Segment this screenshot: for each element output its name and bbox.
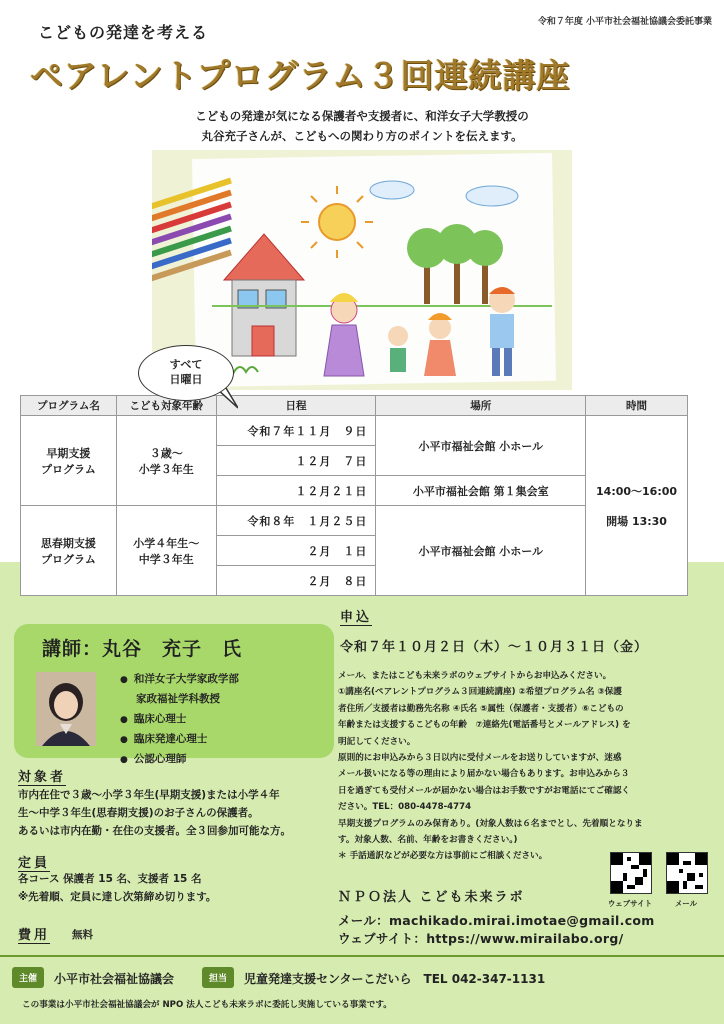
program-cell: 早期支援 プログラム bbox=[21, 416, 117, 506]
age-cell: 小学４年生～ 中学３年生 bbox=[116, 506, 216, 596]
credential-item: 家政福祉学科教授 bbox=[136, 693, 220, 705]
instructor-name: 講師：丸谷 充子 氏 bbox=[42, 638, 243, 660]
header-program: プログラム名 bbox=[21, 396, 117, 416]
sunday-speech-bubble: すべて 日曜日 bbox=[138, 345, 234, 401]
header-date: 日程 bbox=[216, 396, 376, 416]
intro-text: こどもの発達が気になる保護者や支援者に、和洋女子大学教授の 丸谷充子さんが、こどもへの関わり方のポイントを伝えます。 bbox=[195, 109, 529, 143]
npo-mail[interactable]: メール：machikado.mirai.imotae@gmail.com bbox=[338, 913, 655, 928]
npo-name: ＮＰＯ法人 こども未来ラボ bbox=[338, 890, 525, 905]
target-text: 市内在住で３歳～小学３年生(早期支援)または小学４年 生～中学３年生(思春期支援)のお子さんの保護者。 あるいは市内在勤・在住の支援者。全３回参加可能な方。 bbox=[18, 789, 291, 837]
table-header-row bbox=[21, 396, 688, 416]
charge-contact: 児童発達支援センターこだいら TEL 042-347-1131 bbox=[244, 972, 546, 986]
npo-contact bbox=[338, 912, 655, 948]
date-cell: 令和７年１１月 ９日 bbox=[216, 416, 376, 446]
host-tag: 主催 bbox=[12, 967, 44, 988]
date-cell: ２月 １日 bbox=[216, 536, 376, 566]
venue-cell: 小平市福祉会館 第１集会室 bbox=[376, 476, 586, 506]
portrait-icon bbox=[36, 672, 96, 746]
schedule-table bbox=[20, 395, 688, 596]
page-title: ペアレントプログラム３回連続講座 bbox=[30, 56, 571, 95]
venue-cell: 小平市福祉会館 小ホール bbox=[376, 416, 586, 476]
charge-tag: 担当 bbox=[202, 967, 234, 988]
apply-period: 令和７年１０月２日（木）～１０月３１日（金） bbox=[340, 640, 649, 655]
date-cell: １２月２１日 bbox=[216, 476, 376, 506]
header-venue: 場所 bbox=[376, 396, 586, 416]
instructor-photo bbox=[36, 672, 96, 746]
credential-item: ● 公認心理師 bbox=[120, 750, 239, 770]
credential-item: ● 臨床心理士 bbox=[120, 710, 239, 730]
website-qr-icon[interactable] bbox=[610, 852, 652, 894]
fee-value: 無料 bbox=[72, 929, 93, 941]
footer-note: この事業は小平市社会福祉協議会が NPO 法人こども未来ラボに委託し実施している事業です。 bbox=[22, 1000, 392, 1010]
website-qr-label: ウェブサイト bbox=[607, 899, 653, 908]
footer-divider bbox=[0, 955, 724, 957]
fee-heading: 費用 bbox=[18, 928, 51, 943]
program-cell: 思春期支援 プログラム bbox=[21, 506, 117, 596]
capacity-text: 各コース 保護者 15 名、支援者 15 名 ※先着順、定員に達し次第締め切ります。 bbox=[18, 873, 217, 903]
date-cell: １２月 ７日 bbox=[216, 446, 376, 476]
host-name: 小平市社会福祉協議会 bbox=[54, 972, 175, 986]
date-cell: ２月 ８日 bbox=[216, 566, 376, 596]
mail-qr-label: メール bbox=[674, 899, 698, 908]
mail-qr-icon[interactable] bbox=[666, 852, 708, 894]
npo-website[interactable]: ウェブサイト：https://www.mirailabo.org/ bbox=[338, 931, 624, 946]
instructor-credentials bbox=[120, 670, 239, 770]
date-cell: 令和８年 １月２５日 bbox=[216, 506, 376, 536]
apply-heading: 申込 bbox=[340, 610, 373, 625]
target-heading: 対象者 bbox=[18, 770, 67, 785]
qr-code-icon bbox=[667, 853, 707, 893]
commission-note: 令和７年度 小平市社会福祉協議会委託事業 bbox=[537, 17, 712, 27]
credential-item: ● 臨床発達心理士 bbox=[120, 730, 239, 750]
header-time: 時間 bbox=[586, 396, 688, 416]
time-cell: 14:00～16:00 開場 13:30 bbox=[586, 416, 688, 596]
header-age: こども対象年齢 bbox=[116, 396, 216, 416]
age-cell: ３歳～ 小学３年生 bbox=[116, 416, 216, 506]
table-row bbox=[21, 416, 688, 446]
venue-cell: 小平市福祉会館 小ホール bbox=[376, 506, 586, 596]
qr-code-icon bbox=[611, 853, 651, 893]
capacity-heading: 定員 bbox=[18, 856, 51, 871]
credential-item: ● 和洋女子大学家政学部 bbox=[120, 670, 239, 690]
apply-instructions: メール、またはこども未来ラボのウェブサイトからお申込みください。 ①講座名(ペアレントプログラム３回連続講座) ②希望プログラム名 ③保護 者住所／支援者は勤務先名称 ④氏名 ⑤属性（保護者・支援者）⑥こどもの 年齢または支援するこどもの年齢 ⑦連絡先(電話番号とメールアドレス) を 明記してください。 原則的にお申込みから３日以内に受付メールをお送りしていますが、迷惑 メール扱いになる等の理由により届かない場合もあります。お申込みから３ 日を過ぎても受付メールが届かない場合はお手数ですがお電話にてご確認く ださい。TEL：080-4478-4774 早期支援プログラムのみ保育あり。(対象人数は６名までとし、先着順となりま す。対象人数、名前、年齢をお書きください。) ＊ 手話通訳などが必要な方は事前にご相談ください。 bbox=[338, 671, 643, 862]
page-subtitle: こどもの発達を考える bbox=[38, 23, 209, 42]
